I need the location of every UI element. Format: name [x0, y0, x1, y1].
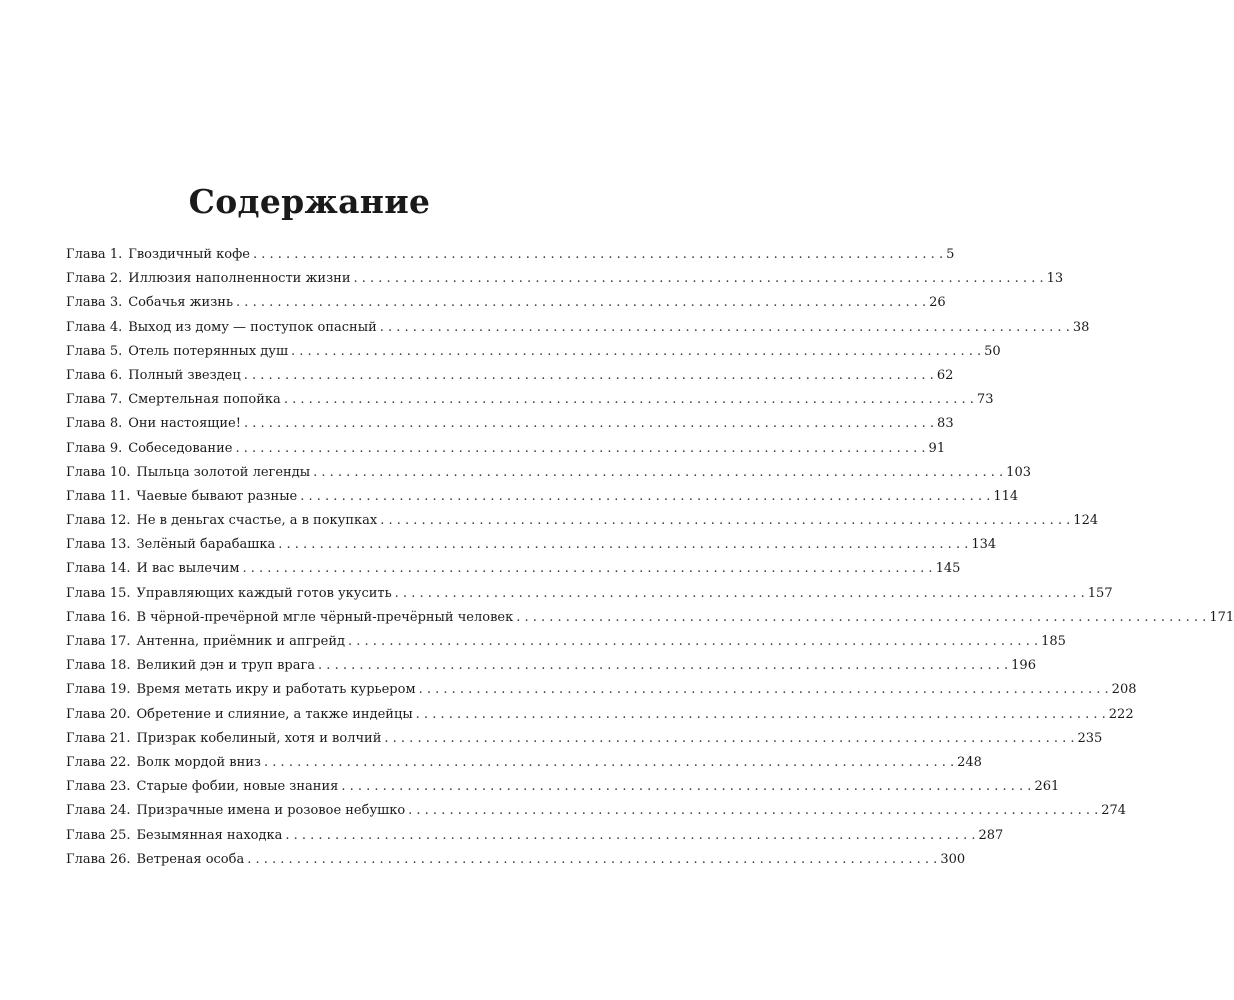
page-number: 261 [1034, 779, 1060, 795]
toc-entry [66, 485, 1019, 509]
chapter-title: В чёрной-пречёрной мгле чёрный-пречёрный человек [136, 609, 514, 625]
page-number: 83 [937, 416, 954, 432]
page-number: 196 [1011, 658, 1036, 674]
toc-entry [66, 678, 1137, 702]
page-number: 5 [946, 247, 955, 262]
toc-entry [66, 824, 1004, 848]
toc-entry [66, 630, 1066, 654]
chapter-title: Гвоздичный кофе [128, 247, 250, 262]
page-number: 248 [957, 754, 982, 770]
chapter-title: Призрак кобелиный, хотя и волчий [136, 730, 382, 746]
chapter-number: Глава 15. [66, 585, 131, 601]
page-number: 171 [1209, 609, 1234, 625]
chapter-number: Глава 21. [66, 730, 131, 746]
page-number: 274 [1101, 803, 1127, 819]
chapter-title: Старые фобии, новые знания [136, 779, 339, 795]
chapter-number: Глава 5. [66, 343, 123, 359]
chapter-number: Глава 20. [66, 706, 131, 722]
toc-entry [66, 461, 1031, 485]
page-number: 91 [928, 440, 946, 456]
dot-leader [285, 824, 975, 848]
chapter-number: Глава 2. [66, 271, 123, 287]
chapter-title: Время метать икру и работать курьером [136, 682, 416, 698]
chapter-number: Глава 4. [66, 319, 123, 335]
chapter-number: Глава 13. [66, 537, 131, 553]
chapter-title: Не в деньгах счастье, а в покупках [136, 513, 378, 529]
toc-entry [66, 364, 954, 388]
dot-leader [253, 243, 943, 267]
chapter-number: Глава 12. [66, 513, 131, 529]
toc-entry [66, 751, 982, 775]
toc-entry [66, 775, 1060, 799]
chapter-title: Пыльца золотой легенды [136, 464, 311, 480]
dot-leader [291, 340, 981, 364]
chapter-title: Обретение и слияние, а также индейцы [136, 706, 413, 722]
chapter-number: Глава 22. [66, 754, 131, 770]
toc-entry [66, 557, 961, 581]
page-number: 50 [984, 343, 1001, 359]
page-number: 124 [1073, 513, 1099, 529]
toc-entry [66, 388, 994, 412]
chapter-number: Глава 24. [66, 803, 131, 819]
chapter-title: Антенна, приёмник и апгрейд [136, 634, 345, 649]
chapter-title: Управляющих каждый готов укусить [136, 585, 392, 601]
dot-leader [300, 485, 990, 509]
toc-entry [66, 291, 946, 315]
toc-entry [66, 848, 966, 872]
page-number: 103 [1006, 464, 1031, 480]
chapter-number: Глава 19. [66, 682, 131, 698]
chapter-title: Зелёный барабашка [136, 537, 276, 553]
page-number: 287 [978, 827, 1004, 843]
chapter-title: Чаевые бывают разные [136, 488, 298, 504]
dot-leader [395, 582, 1085, 606]
toc-entry [66, 243, 955, 267]
dot-leader [236, 291, 926, 315]
chapter-number: Глава 7. [66, 392, 123, 408]
chapter-title: Смертельная попойка [128, 392, 281, 408]
chapter-title: Они настоящие! [128, 416, 241, 432]
toc-entry [66, 533, 997, 557]
chapter-number: Глава 8. [66, 416, 123, 432]
chapter-number: Глава 3. [66, 295, 123, 311]
page-title: Содержание [188, 182, 431, 221]
chapter-number: Глава 14. [66, 561, 131, 577]
page-number: 114 [993, 488, 1019, 504]
chapter-number: Глава 11. [66, 488, 131, 504]
page-number: 185 [1041, 634, 1066, 649]
chapter-title: Отель потерянных душ [128, 343, 289, 359]
toc-entry [66, 412, 954, 436]
dot-leader [384, 727, 1074, 751]
dot-leader [313, 461, 1003, 485]
toc-entry [66, 340, 1001, 364]
chapter-number: Глава 1. [66, 247, 123, 262]
page-number: 38 [1072, 319, 1090, 335]
chapter-title: И вас вылечим [136, 561, 240, 577]
toc-entry [66, 437, 946, 461]
dot-leader [416, 703, 1106, 727]
toc-entry [66, 606, 1234, 630]
chapter-title: Собеседование [128, 440, 233, 456]
chapter-number: Глава 17. [66, 634, 131, 649]
toc-entry [66, 509, 1099, 533]
toc-entry [66, 267, 1064, 291]
chapter-number: Глава 26. [66, 851, 131, 867]
dot-leader [278, 533, 968, 557]
toc-entry [66, 316, 1090, 340]
page-number: 145 [935, 561, 961, 577]
page-number: 26 [929, 295, 946, 311]
dot-leader [235, 437, 925, 461]
page-number: 134 [971, 537, 997, 553]
toc-entry [66, 727, 1103, 751]
chapter-number: Глава 18. [66, 658, 131, 674]
chapter-title: Иллюзия наполненности жизни [128, 271, 351, 287]
dot-leader [419, 678, 1109, 702]
chapter-number: Глава 10. [66, 464, 131, 480]
page-number: 208 [1111, 682, 1137, 698]
toc-entry [66, 582, 1113, 606]
chapter-number: Глава 9. [66, 440, 123, 456]
chapter-title: Безымянная находка [136, 827, 283, 843]
dot-leader [284, 388, 974, 412]
table-of-contents [66, 243, 1234, 872]
dot-leader [516, 606, 1206, 630]
page-number: 235 [1077, 730, 1103, 746]
chapter-number: Глава 25. [66, 827, 131, 843]
chapter-number: Глава 23. [66, 779, 131, 795]
chapter-title: Великий дэн и труп врага [136, 658, 316, 674]
toc-entry [66, 799, 1127, 823]
chapter-title: Волк мордой вниз [136, 754, 262, 770]
dot-leader [244, 364, 934, 388]
dot-leader [242, 557, 932, 581]
chapter-title: Собачья жизнь [128, 295, 234, 311]
toc-entry [66, 703, 1134, 727]
chapter-title: Ветреная особа [136, 851, 245, 867]
dot-leader [247, 848, 937, 872]
chapter-number: Глава 16. [66, 609, 131, 625]
dot-leader [244, 412, 934, 436]
dot-leader [264, 751, 954, 775]
dot-leader [408, 799, 1098, 823]
dot-leader [341, 775, 1031, 799]
page-number: 13 [1046, 271, 1064, 287]
chapter-title: Полный звездец [128, 367, 241, 383]
page-number: 62 [936, 367, 954, 383]
dot-leader [354, 267, 1044, 291]
chapter-number: Глава 6. [66, 367, 123, 383]
dot-leader [348, 630, 1038, 654]
toc-entry [66, 654, 1036, 678]
chapter-title: Призрачные имена и розовое небушко [136, 803, 406, 819]
dot-leader [380, 509, 1070, 533]
dot-leader [380, 316, 1070, 340]
page-number: 222 [1108, 706, 1134, 722]
chapter-title: Выход из дому — поступок опасный [128, 319, 377, 335]
dot-leader [318, 654, 1008, 678]
page-number: 73 [976, 392, 994, 408]
page-number: 157 [1087, 585, 1113, 601]
page-number: 300 [940, 851, 966, 867]
